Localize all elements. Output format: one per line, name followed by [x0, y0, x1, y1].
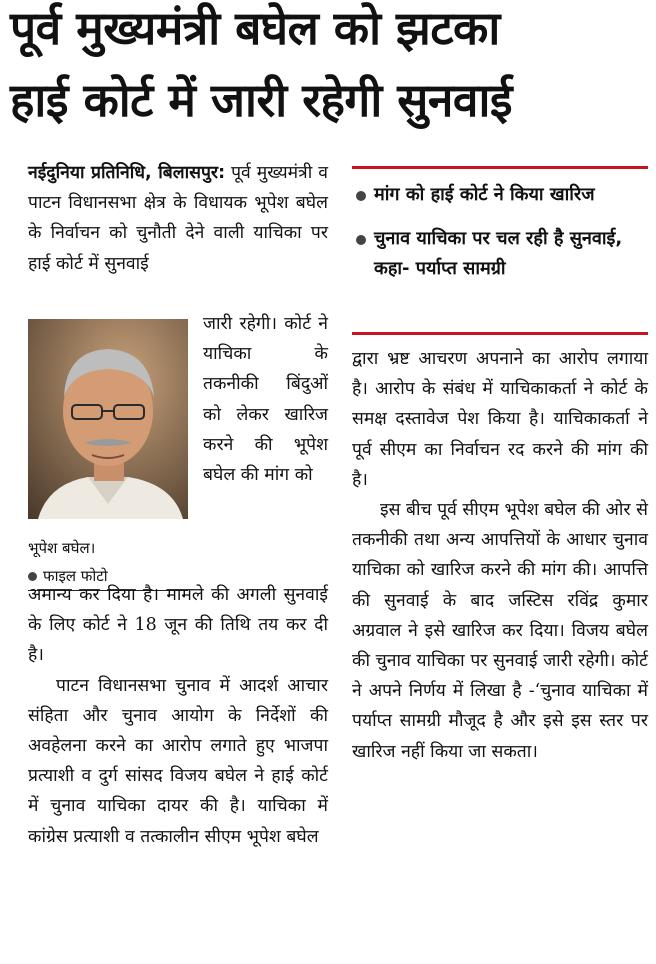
- portrait-photo: [28, 319, 188, 519]
- article-wrap-text: [203, 309, 328, 490]
- dateline: नईदुनिया प्रतिनिधि, बिलासपुर:: [28, 163, 226, 183]
- paragraph-4: इस बीच पूर्व सीएम भूपेश बघेल की ओर से तकनीकी तथा अन्य आपत्तियों के आधार चुनाव याचिका को खारिज करने की मांग की। आपत्ति की सुनवाई के बाद जस्टिस रविंद्र कुमार अग्रवाल ने इसे खारिज कर दिया। विजय बघेल की चुनाव याचिका पर सुनवाई जारी रहेगी। कोर्ट ने अपने निर्णय में लिखा है -‘चुनाव याचिका में पर्याप्त सामग्री मौजूद है और इसे इस स्तर पर खारिज नहीं किया जा सकता।: [352, 500, 648, 762]
- highlight-rule-top: [352, 166, 648, 169]
- photo-caption-name: भूपेश बघेल।: [28, 539, 96, 557]
- highlight-item: मांग को हाई कोर्ट ने किया खारिज: [352, 180, 648, 210]
- bullet-icon: [356, 235, 366, 245]
- article-right-body: [352, 344, 648, 767]
- highlight-rule-bottom: [352, 332, 648, 335]
- intro-text: पूर्व मुख्यमंत्री व पाटन विधानसभा क्षेत्र के विधायक भूपेश बघेल के निर्वाचन को चुनौती देने वाली याचिका पर हाई कोर्ट में सुनवाई: [28, 163, 328, 274]
- paragraph-2: पाटन विधानसभा चुनाव में आदर्श आचार संहिता और चुनाव आयोग के निर्देशों की अवहेलना करने का आरोप लगाते हुए भाजपा प्रत्याशी व दुर्ग सांसद विजय बघेल ने हाई कोर्ट में चुनाव याचिका दायर की है। याचिका में कांग्रेस प्रत्याशी व तत्कालीन सीएम भूपेश बघेल: [28, 675, 328, 847]
- paragraph-1-end: अमान्य कर दिया है। मामले की अगली सुनवाई के लिए कोर्ट ने 18 जून की तिथि तय कर दी है।: [28, 585, 328, 666]
- photo-caption-credit: फाइल फोटो: [28, 566, 108, 586]
- article-left-body: [28, 580, 328, 852]
- paragraph-3: द्वारा भ्रष्ट आचरण अपनाने का आरोप लगाया है। आरोप के संबंध में याचिकाकर्ता ने कोर्ट के समक्ष दस्तावेज पेश किया है। याचिकाकर्ता ने पूर्व सीएम का निर्वाचन रद करने की मांग की है।: [352, 349, 648, 490]
- highlight-item: चुनाव याचिका पर चल रही है सुनवाई, कहा- पर्याप्त सामग्री: [352, 224, 648, 284]
- portrait-image: [28, 319, 188, 519]
- wrap-text: जारी रहेगी। कोर्ट ने याचिका के तकनीकी बिंदुओं को लेकर खारिज करने की भूपेश बघेल की मांग को: [203, 314, 328, 486]
- headline-line-2: हाई कोर्ट में जारी रहेगी सुनवाई: [10, 73, 512, 127]
- bullet-icon: [356, 191, 366, 201]
- highlights-box: [352, 180, 648, 298]
- article-intro: [28, 158, 328, 279]
- headline-line-1: पूर्व मुख्यमंत्री बघेल को झटका: [10, 1, 500, 55]
